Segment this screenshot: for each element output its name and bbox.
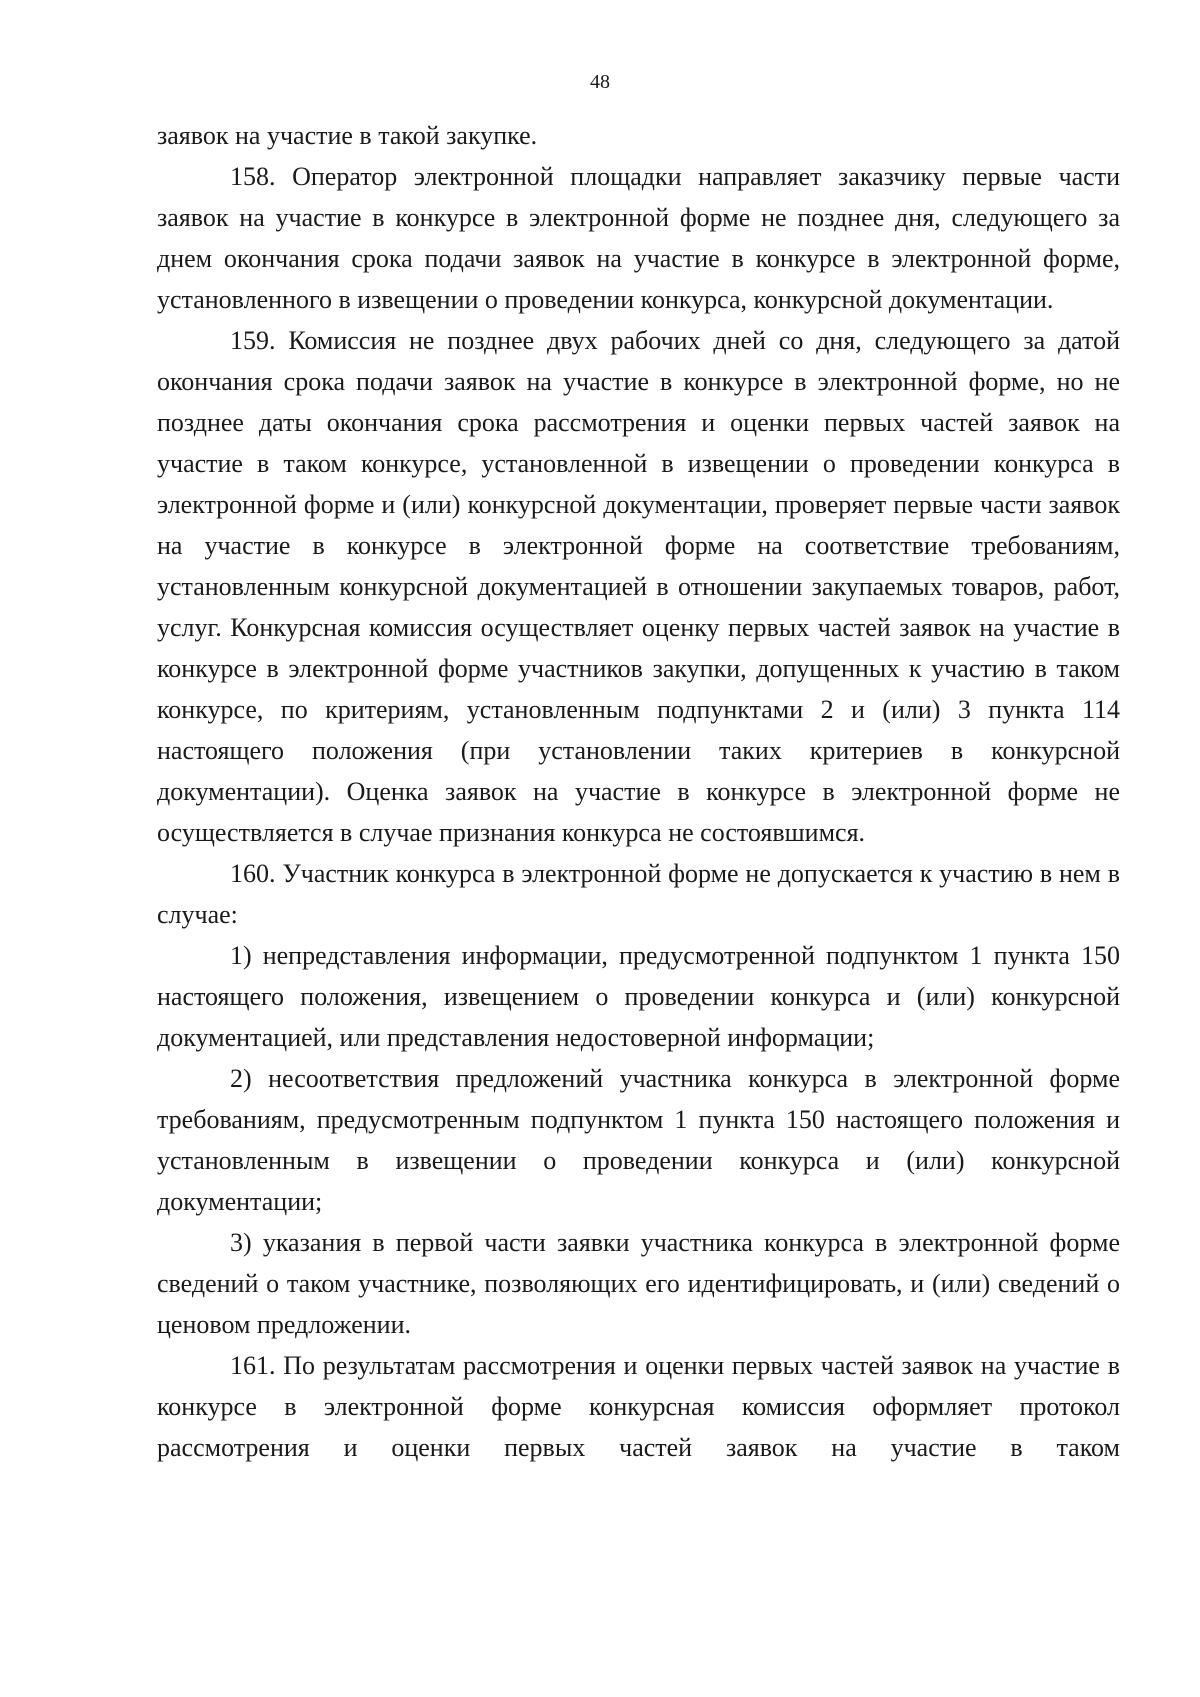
paragraph-continuation: заявок на участие в такой закупке. [157,121,538,150]
paragraph-158: 158. Оператор электронной площадки направляет заказчику первые части заявок на участие в конкурсе в электронной форме не позднее дня, следующего за днем окончания срока подачи заявок на участие в конкурсе в электронной форме, установленного в извещении о проведении конкурса, конкурсной документации. [157,162,1120,314]
paragraph-160-item-2: 2) несоответствия предложений участника конкурса в электронной форме требованиям, предусмотренным подпунктом 1 пункта 150 настоящего положения и установленным в извещении о проведении конкурса и (или) конкурсной документации; [157,1064,1120,1216]
page-number: 48 [590,71,610,93]
paragraph-159: 159. Комиссия не позднее двух рабочих дней со дня, следующего за датой окончания срока подачи заявок на участие в конкурсе в электронной форме, но не позднее даты окончания срока рассмотрения и оценки первых частей заявок на участие в таком конкурсе, установленной в извещении о проведении конкурса в электронной форме и (или) конкурсной документации, проверяет первые части заявок на участие в конкурсе в электронной форме на соответствие требованиям, установленным конкурсной документацией в отношении закупаемых товаров, работ, услуг. Конкурсная комиссия осуществляет оценку первых частей заявок на участие в конкурсе в электронной форме участников закупки, допущенных к участию в таком конкурсе, по критериям, установленным подпунктами 2 и (или) 3 пункта 114 настоящего положения (при установлении таких критериев в конкурсной документации). Оценка заявок на участие в конкурсе в электронной форме не осуществляется в случае признания конкурса не состоявшимся. [157,326,1120,847]
paragraph-160: 160. Участник конкурса в электронной форме не допускается к участию в нем в случае: [157,859,1120,929]
paragraph-160-item-3: 3) указания в первой части заявки участника конкурса в электронной форме сведений о таком участнике, позволяющих его идентифицировать, и (или) сведений о ценовом предложении. [157,1228,1120,1339]
paragraph-160-item-1: 1) непредставления информации, предусмотренной подпунктом 1 пункта 150 настоящего положения, извещением о проведении конкурса и (или) конкурсной документацией, или представления недостоверной информации; [157,941,1120,1052]
document-text [157,115,1120,1468]
paragraph-161: 161. По результатам рассмотрения и оценки первых частей заявок на участие в конкурсе в электронной форме конкурсная комиссия оформляет протокол рассмотрения и оценки первых частей заявок на участие в таком [157,1351,1120,1462]
